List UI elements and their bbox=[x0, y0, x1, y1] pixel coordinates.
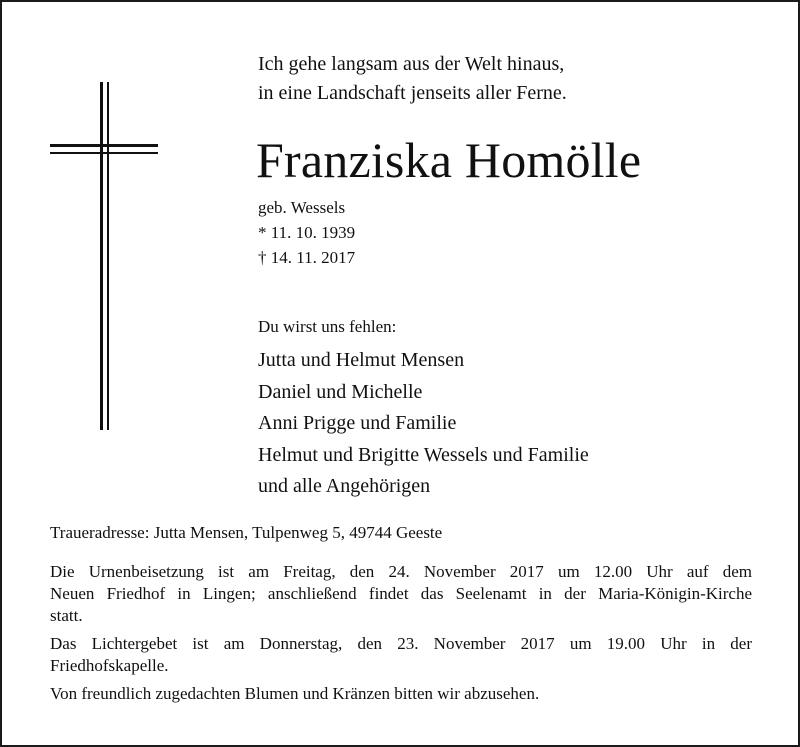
deceased-details bbox=[258, 195, 355, 270]
flowers-notice bbox=[50, 683, 752, 705]
death-date: † 14. 11. 2017 bbox=[258, 248, 356, 267]
prayer-notice-line: Das Lichtergebet ist am Donnerstag, den 23. November 2017 um 19.00 Uhr in der bbox=[50, 634, 752, 653]
flowers-notice-line: Von freundlich zugedachten Blumen und Kränzen bitten wir abzusehen. bbox=[50, 684, 540, 703]
mourner-name: Daniel und Michelle bbox=[258, 380, 423, 403]
prayer-notice-line: Friedhofskapelle. bbox=[50, 656, 169, 675]
mourner-name: und alle Angehörigen bbox=[258, 475, 431, 497]
burial-notice-line: Neuen Friedhof in Lingen; anschließend findet das Seelenamt in der Maria-Königin-Kirche bbox=[50, 584, 752, 603]
motto-verse bbox=[258, 50, 567, 108]
mourner-name: Helmut und Brigitte Wessels und Familie bbox=[258, 443, 589, 466]
burial-notice-line: statt. bbox=[50, 606, 83, 625]
cross-icon bbox=[50, 82, 158, 430]
deceased-name: Franziska Homölle bbox=[256, 132, 642, 188]
prayer-notice bbox=[50, 633, 752, 677]
burial-notice bbox=[50, 561, 752, 627]
mourning-address: Traueradresse: Jutta Mensen, Tulpenweg 5, 49744 Geeste bbox=[50, 523, 443, 542]
motto-line-2: in eine Landschaft jenseits aller Ferne. bbox=[258, 82, 567, 104]
mourners-list bbox=[258, 345, 589, 503]
mourners-intro: Du wirst uns fehlen: bbox=[258, 317, 397, 336]
maiden-name: geb. Wessels bbox=[258, 198, 346, 217]
motto-line-1: Ich gehe langsam aus der Welt hinaus, bbox=[258, 53, 565, 75]
birth-date: * 11. 10. 1939 bbox=[258, 223, 356, 242]
burial-notice-line: Die Urnenbeisetzung ist am Freitag, den 24. November 2017 um 12.00 Uhr auf dem bbox=[50, 562, 752, 581]
mourner-name: Jutta und Helmut Mensen bbox=[258, 349, 465, 371]
mourner-name: Anni Prigge und Familie bbox=[258, 412, 457, 434]
